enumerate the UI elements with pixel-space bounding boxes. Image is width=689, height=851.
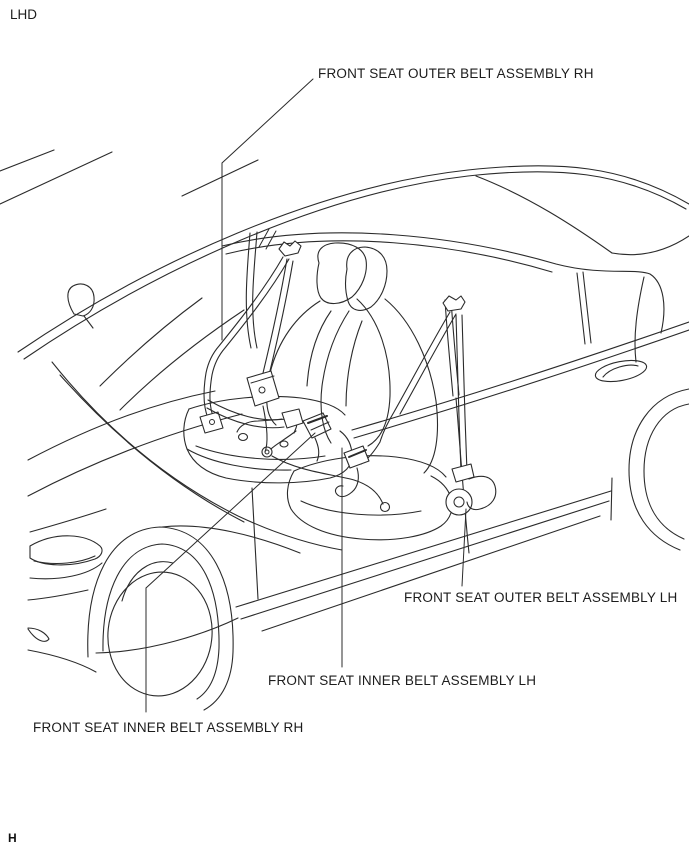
- fog-lamp: [28, 628, 49, 641]
- callout-front-seat-inner-belt-rh: FRONT SEAT INNER BELT ASSEMBLY RH: [33, 720, 304, 735]
- rear-door-handle: [594, 357, 649, 386]
- rh-latch-plate: [282, 409, 303, 428]
- lh-inner-belt-assembly: [335, 446, 369, 497]
- lh-shoulder-webbing: [380, 312, 450, 442]
- rh-wire-harness: [272, 456, 383, 504]
- page-mark: H: [8, 831, 17, 845]
- callout-front-seat-outer-belt-lh: FRONT SEAT OUTER BELT ASSEMBLY LH: [404, 590, 678, 605]
- callout-front-seat-outer-belt-rh: FRONT SEAT OUTER BELT ASSEMBLY RH: [318, 66, 594, 81]
- lh-retractor-drum: [446, 489, 472, 515]
- headlamp: [30, 536, 102, 565]
- rh-headrest: [317, 243, 366, 304]
- callout-front-seat-inner-belt-lh: FRONT SEAT INNER BELT ASSEMBLY LH: [268, 673, 537, 688]
- rh-shoulder-webbing: [206, 257, 283, 373]
- lh-front-seat: [287, 247, 452, 540]
- rh-inner-belt-assembly: [262, 406, 390, 512]
- lh-outer-belt-assembly: [361, 296, 496, 515]
- drive-type-label: LHD: [10, 7, 38, 22]
- windshield-reflection: [100, 298, 202, 386]
- beltline: [352, 322, 689, 430]
- lh-headrest: [346, 247, 387, 310]
- rh-wire-connector: [262, 447, 272, 457]
- cowl-line: [52, 362, 342, 550]
- lh-cushion: [294, 456, 446, 477]
- lh-shoulder-anchor: [443, 296, 465, 311]
- rear-wheel-arch: [629, 389, 689, 550]
